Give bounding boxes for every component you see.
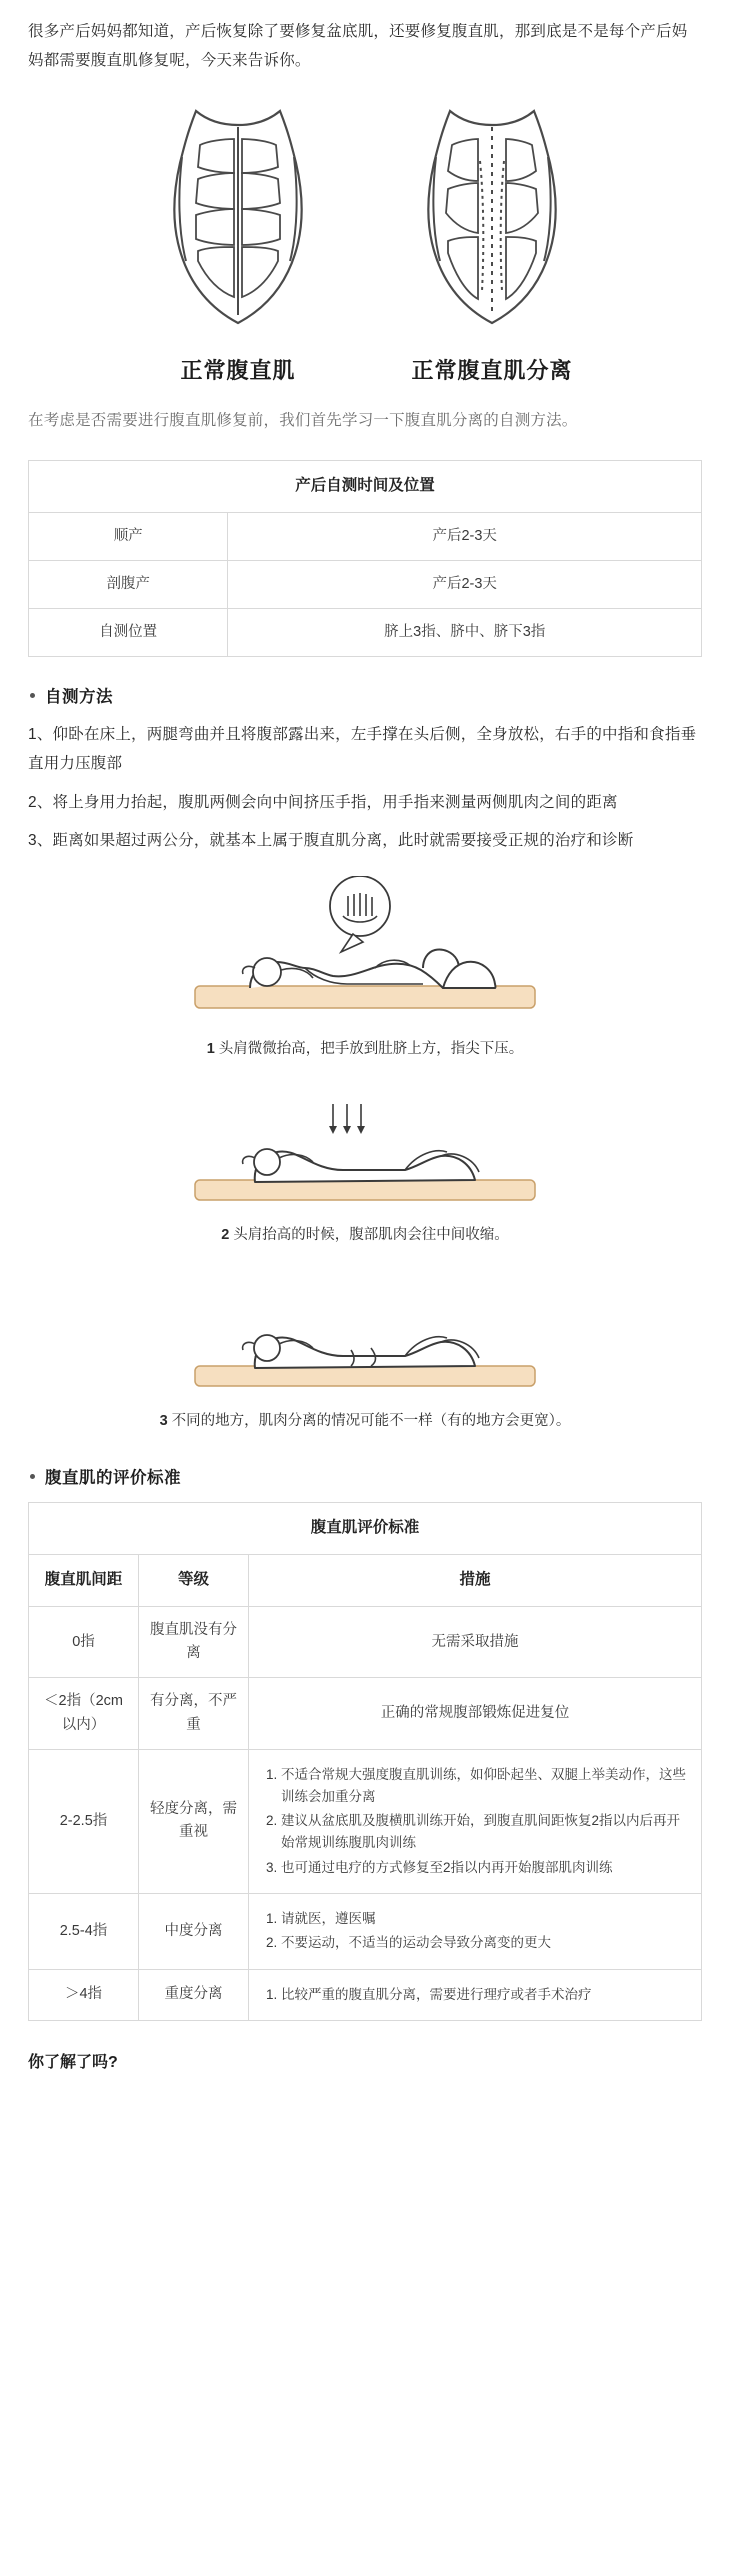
normal-abs-illustration (138, 101, 338, 331)
eval-cell-level: 重度分离 (139, 1969, 249, 2020)
bullet-dot-icon (30, 1474, 35, 1479)
eval-cell-level: 腹直肌没有分离 (139, 1606, 249, 1677)
eval-cell-gap: 0指 (29, 1606, 139, 1677)
measure-item: 2. 不要运动，不适当的运动会导致分离变的更大 (281, 1932, 693, 1954)
section-title-text: 自测方法 (45, 688, 113, 707)
eval-header-measure: 措施 (249, 1555, 702, 1607)
figure-diastasis-abs (392, 101, 592, 385)
illustration-caption-text-2: 头肩抬高的时候，腹部肌肉会往中间收缩。 (233, 1227, 509, 1244)
anatomy-figure-row (28, 101, 702, 385)
table-cell-label: 自测位置 (29, 609, 228, 657)
eval-cell-level: 轻度分离，需重视 (139, 1749, 249, 1893)
illustration-number-3: 3 (159, 1413, 168, 1430)
section-heading-self-test-method (30, 683, 702, 707)
evaluation-standard-table (28, 1502, 702, 2020)
eval-cell-gap: ＞4指 (29, 1969, 139, 2020)
section-heading-eval-standard (30, 1464, 702, 1488)
illustration-block-3 (28, 1278, 702, 1434)
table-row (29, 1894, 702, 1970)
method-step-2: 2、将上身用力抬起，腹肌两侧会向中间挤压手指，用手指来测量两侧肌肉之间的距离 (28, 793, 618, 811)
eval-cell-level: 中度分离 (139, 1894, 249, 1970)
bullet-dot-icon (30, 693, 35, 698)
section-title-text: 腹直肌的评价标准 (45, 1469, 181, 1488)
measure-item: 1. 请就医，遵医嘱 (281, 1908, 693, 1930)
measure-item: 3. 也可通过电疗的方式修复至2指以内再开始腹部肌肉训练 (281, 1857, 693, 1879)
figure-caption-right: 正常腹直肌分离 (411, 358, 573, 384)
illustration-caption-text-1: 头肩微微抬高，把手放到肚脐上方，指尖下压。 (218, 1041, 524, 1058)
eval-header-gap: 腹直肌间距 (29, 1555, 139, 1607)
measure-item: 1. 比较严重的腹直肌分离，需要进行理疗或者手术治疗 (281, 1984, 693, 2006)
illustration-caption-text-3: 不同的地方，肌肉分离的情况可能不一样（有的地方会更宽）。 (171, 1413, 571, 1430)
illustration-block-2 (28, 1092, 702, 1248)
table-cell-value: 产后2-3天 (228, 561, 702, 609)
closing-question: 你了解了吗? (28, 2053, 118, 2071)
self-test-table-title: 产后自测时间及位置 (29, 461, 702, 513)
illustration-caption-2 (105, 1222, 625, 1248)
self-test-intro-paragraph: 在考虑是否需要进行腹直肌修复前，我们首先学习一下腹直肌分离的自测方法。 (28, 412, 578, 430)
eval-header-level: 等级 (139, 1555, 249, 1607)
table-row (29, 561, 702, 609)
diastasis-abs-illustration (392, 101, 592, 331)
table-cell-label: 剖腹产 (29, 561, 228, 609)
method-step-3: 3、距离如果超过两公分，就基本上属于腹直肌分离，此时就需要接受正规的治疗和诊断 (28, 832, 634, 850)
table-cell-value: 脐上3指、脐中、脐下3指 (228, 609, 702, 657)
table-row (29, 512, 702, 560)
lying-down-press-illustration (155, 876, 575, 1026)
eval-cell-measure: 正确的常规腹部锻炼促进复位 (249, 1678, 702, 1749)
eval-cell-gap: 2.5-4指 (29, 1894, 139, 1970)
table-cell-value: 产后2-3天 (228, 512, 702, 560)
intro-paragraph: 很多产后妈妈都知道，产后恢复除了要修复盆底肌，还要修复腹直肌，那到底是不是每个产后妈妈都需要腹直肌修复呢，今天来告诉你。 (28, 23, 688, 69)
eval-cell-level: 有分离，不严重 (139, 1678, 249, 1749)
illustration-caption-1 (105, 1036, 625, 1062)
eval-cell-measure: 无需采取措施 (249, 1606, 702, 1677)
head-lift-contraction-illustration (155, 1092, 575, 1212)
illustration-caption-3 (105, 1408, 625, 1434)
eval-cell-measure (249, 1749, 702, 1893)
measure-item: 1. 不适合常规大强度腹直肌训练，如仰卧起坐、双腿上举美动作，这些训练会加重分离 (281, 1764, 693, 1809)
table-row (29, 1749, 702, 1893)
illustration-number-1: 1 (206, 1041, 215, 1058)
table-row (29, 1678, 702, 1749)
separation-varies-illustration (155, 1278, 575, 1398)
eval-cell-measure (249, 1894, 702, 1970)
table-row (29, 1969, 702, 2020)
table-row (29, 609, 702, 657)
eval-cell-measure (249, 1969, 702, 2020)
eval-cell-gap: 2-2.5指 (29, 1749, 139, 1893)
illustration-block-1 (28, 876, 702, 1062)
measure-item: 2. 建议从盆底肌及腹横肌训练开始，到腹直肌间距恢复2指以内后再开始常规训练腹肌肉训练 (281, 1810, 693, 1855)
eval-table-title: 腹直肌评价标准 (29, 1503, 702, 1555)
self-test-time-table (28, 460, 702, 657)
illustration-number-2: 2 (221, 1227, 230, 1244)
figure-normal-abs (138, 101, 338, 385)
table-row (29, 1606, 702, 1677)
figure-caption-left: 正常腹直肌 (180, 358, 296, 384)
table-cell-label: 顺产 (29, 512, 228, 560)
eval-cell-gap: ＜2指（2cm以内） (29, 1678, 139, 1749)
method-step-1: 1、仰卧在床上，两腿弯曲并且将腹部露出来，左手撑在头后侧，全身放松，右手的中指和食指垂直用力压腹部 (28, 726, 697, 773)
